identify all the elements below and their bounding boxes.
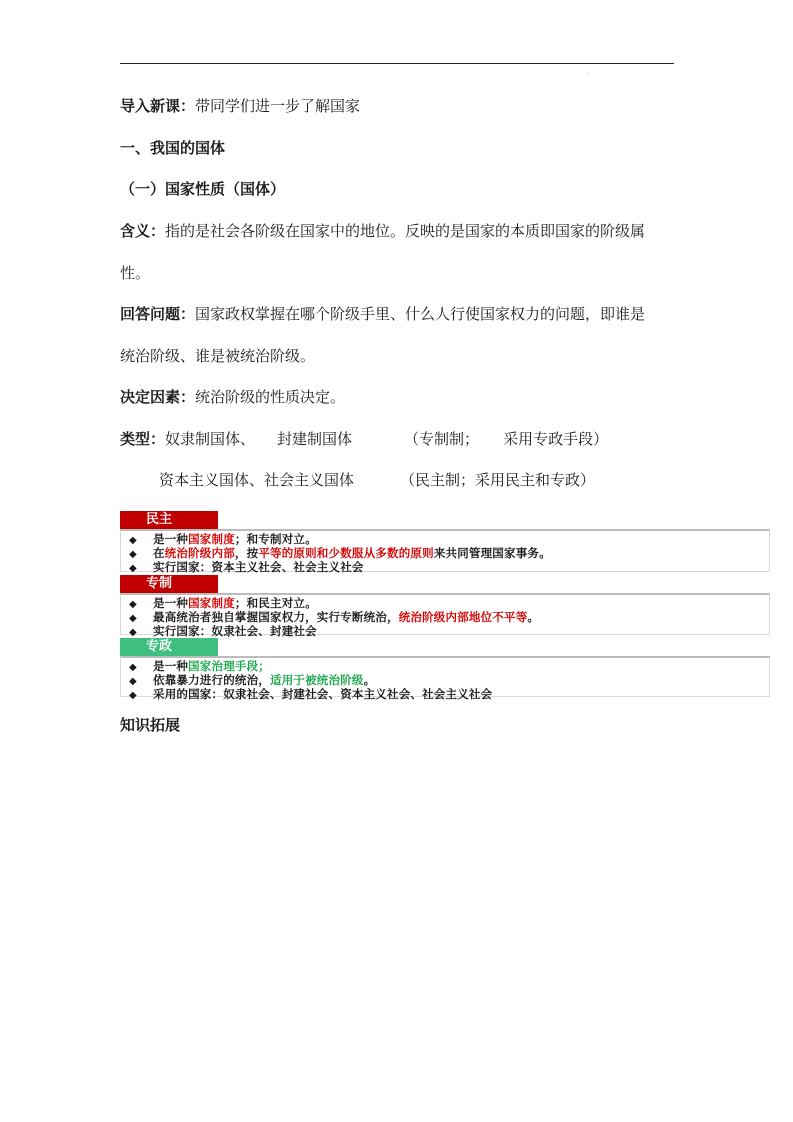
autocracy-line3: ◆ 实行国家：奴隶社会、封建社会 (129, 624, 317, 638)
answer-text: 国家政权掌握在哪个阶级手里、什么人行使国家权力的问题，即谁是 (195, 305, 646, 323)
decide-text: 统治阶级的性质决定。 (195, 388, 346, 406)
types-feudal: 封建制国体 (277, 430, 353, 448)
democracy-line2: ◆ 在统治阶级内部，按平等的原则和少数服从多数的原则来共同管理国家事务。 (129, 546, 551, 560)
decide-label: 决定因素： (120, 388, 196, 406)
diamond-bullet-icon: ◆ (129, 613, 137, 624)
dictatorship-tag: 专政 (120, 638, 218, 656)
types-democracy-note: （民主制；采用民主和专政） (400, 471, 596, 489)
dictatorship-line1: ◆ 是一种国家治理手段； (129, 659, 271, 673)
meaning-label: 含义： (120, 222, 166, 240)
intro-line (120, 96, 360, 116)
types-line2 (159, 470, 595, 490)
types-slave: 奴隶制国体、 (165, 430, 256, 448)
democracy-line1: ◆ 是一种国家制度；和专制对立。 (129, 532, 317, 546)
dictatorship-line2: ◆ 依靠暴力进行的统治，适用于被统治阶级。 (129, 673, 376, 687)
democracy-tag: 民主 (120, 511, 218, 529)
autocracy-tag: 专制 (120, 575, 218, 593)
democracy-line3: ◆ 实行国家：资本主义社会、社会主义社会 (129, 560, 364, 574)
diamond-bullet-icon: ◆ (129, 676, 137, 687)
header-rule (120, 63, 674, 64)
decide-line (120, 387, 345, 407)
diamond-bullet-icon: ◆ (129, 599, 137, 610)
answer-label: 回答问题： (120, 305, 196, 323)
autocracy-card (120, 593, 770, 638)
meaning-line1 (120, 221, 645, 241)
meaning-text: 指的是社会各阶级在国家中的地位。反映的是国家的本质即国家的阶级属 (165, 222, 646, 240)
meaning-line2: 性。 (120, 264, 151, 282)
autocracy-line1: ◆ 是一种国家制度；和民主对立。 (129, 596, 317, 610)
answer-line1 (120, 304, 645, 324)
diamond-bullet-icon: ◆ (129, 690, 137, 701)
dictatorship-line3: ◆ 采用的国家：奴隶社会、封建社会、资本主义社会、社会主义社会 (129, 687, 493, 701)
autocracy-line2: ◆ 最高统治者独自掌握国家权力，实行专断统治，统治阶级内部地位不平等。 (129, 610, 540, 624)
diamond-bullet-icon: ◆ (129, 535, 137, 546)
types-label: 类型： (120, 430, 166, 448)
diamond-bullet-icon: ◆ (129, 627, 137, 638)
section1-subtitle: （一）国家性质（国体） (120, 180, 286, 198)
types-autocracy-means: 采用专政手段） (503, 430, 609, 448)
intro-label: 导入新课： (120, 97, 196, 115)
types-autocracy-note: （专制制； (404, 430, 480, 448)
diamond-bullet-icon: ◆ (129, 563, 137, 574)
diamond-bullet-icon: ◆ (129, 662, 137, 673)
democracy-card (120, 529, 770, 572)
section1-title: 一、我国的国体 (120, 139, 226, 157)
answer-line2: 统治阶级、谁是被统治阶级。 (120, 347, 316, 365)
intro-text: 带同学们进一步了解国家 (195, 97, 361, 115)
types-modern: 资本主义国体、社会主义国体 (159, 471, 355, 489)
diamond-bullet-icon: ◆ (129, 549, 137, 560)
types-line1 (120, 429, 608, 449)
extension-title: 知识拓展 (120, 716, 181, 734)
header-mark: · (587, 70, 589, 77)
dictatorship-card (120, 656, 770, 701)
